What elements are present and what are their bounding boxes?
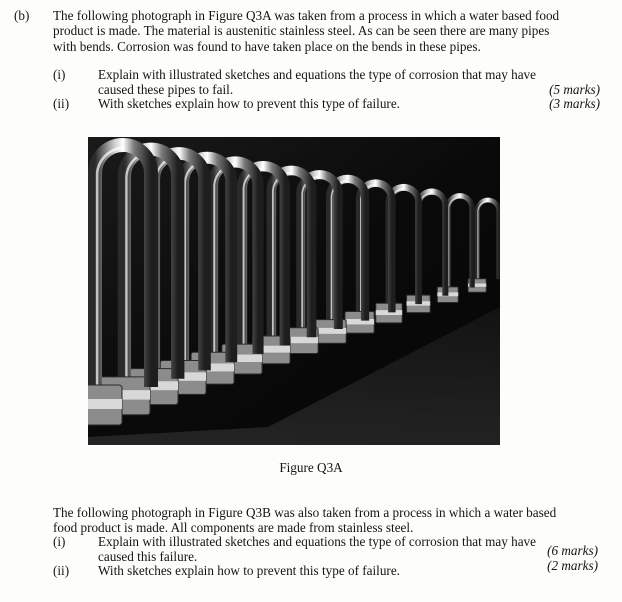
q3b-part-ii-marks: (2 marks) (547, 558, 598, 573)
intro-line: product is made. The material is austenitic stainless steel. As can be seen there are many pipes (53, 23, 550, 39)
clamp-band (345, 319, 374, 324)
intro-line: with bends. Corrosion was found to have taken place on the bends in these pipes. (53, 38, 481, 54)
q3b-part-i-text (98, 534, 538, 565)
q3a-part-i-line: caused these pipes to fail. (98, 82, 234, 98)
q3a-part-i-marks: (5 marks) (549, 82, 600, 97)
clamp-band (88, 399, 122, 409)
q3a-part-ii-text (98, 96, 548, 111)
figure-q3a-photo (88, 137, 500, 445)
second-intro-line: food product is made. All components are made from stainless steel. (53, 520, 414, 536)
intro-line: The following photograph in Figure Q3A was taken from a process in which a water based food (53, 8, 560, 23)
second-intro-line: The following photograph in Figure Q3B was also taken from a process in which a water based (53, 505, 557, 520)
q3a-part-i-text (98, 67, 548, 98)
second-intro-paragraph (53, 505, 573, 536)
intro-paragraph (53, 8, 573, 54)
q3a-part-ii-marks: (3 marks) (549, 96, 600, 111)
q3b-part-ii-line: With sketches explain how to prevent this type of failure. (98, 563, 400, 578)
q3a-part-ii-number: (ii) (53, 96, 70, 111)
q3b-part-ii-number: (ii) (53, 563, 70, 578)
q3a-part-i-line: Explain with illustrated sketches and equations the type of corrosion that may have (98, 67, 537, 82)
q3b-part-i-line: caused this failure. (98, 549, 198, 565)
q3a-part-i-number: (i) (53, 67, 66, 82)
q3b-part-ii-text (98, 563, 538, 578)
q3b-part-i-line: Explain with illustrated sketches and equations the type of corrosion that may have (98, 534, 537, 549)
section-label: (b) (14, 8, 30, 23)
q3a-part-ii-line: With sketches explain how to prevent this type of failure. (98, 96, 400, 111)
q3b-part-i-marks: (6 marks) (547, 543, 598, 558)
q3b-part-i-number: (i) (53, 534, 66, 549)
figure-q3a-caption: Figure Q3A (279, 460, 343, 475)
